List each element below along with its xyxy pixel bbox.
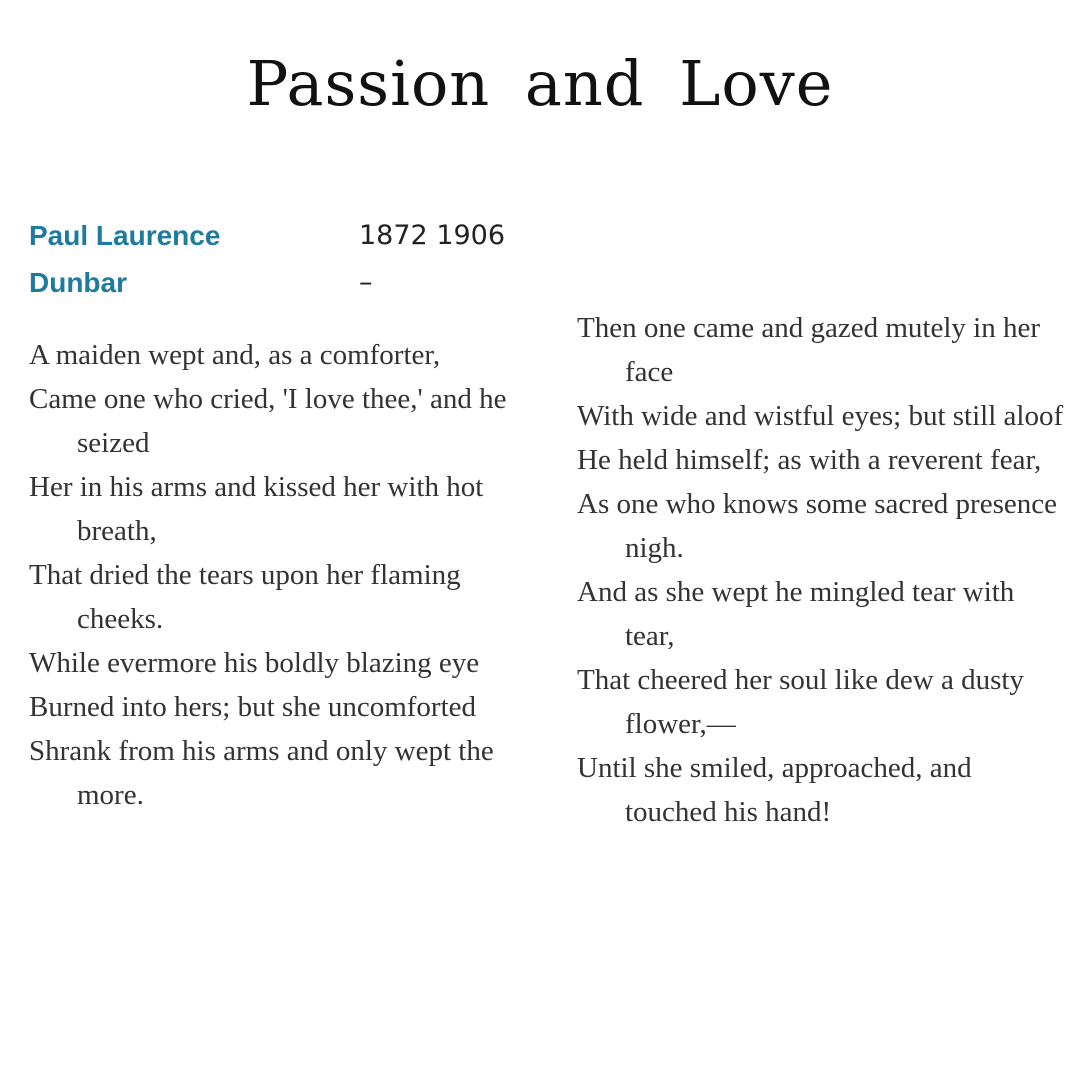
author-name[interactable]: Paul Laurence Dunbar: [29, 220, 221, 298]
poem-line: Then one came and gazed mutely in her face: [577, 312, 1040, 388]
poem-line: That cheered her soul like dew a dusty flower,—: [577, 664, 1024, 740]
poem-line: Burned into hers; but she uncomforted: [29, 691, 476, 723]
poem-line: Her in his arms and kissed her with hot breath,: [29, 471, 484, 547]
date-separator: –: [359, 267, 373, 298]
stanza-right: [577, 306, 1067, 834]
poem-line: Until she smiled, approached, and touched his hand!: [577, 752, 972, 828]
poem-line: And as she wept he mingled tear with tear,: [577, 576, 1015, 652]
poem-line: That dried the tears upon her flaming cheeks.: [29, 559, 461, 635]
poem-line: A maiden wept and, as a comforter,: [29, 339, 441, 371]
stanza-left: [29, 333, 529, 817]
poem-line: While evermore his boldly blazing eye: [29, 647, 480, 679]
poem-title: Passion and Love: [246, 47, 834, 120]
poem-line: He held himself; as with a reverent fear,: [577, 444, 1042, 476]
birth-year: 1872: [359, 220, 428, 251]
poem-line: Shrank from his arms and only wept the more.: [29, 735, 494, 811]
poem-line: With wide and wistful eyes; but still aloof: [577, 400, 1064, 432]
author-dates: [359, 212, 559, 306]
poem-line: Came one who cried, 'I love thee,' and he seized: [29, 383, 507, 459]
poem-line: As one who knows some sacred presence nigh.: [577, 488, 1057, 564]
death-year: 1906: [436, 220, 506, 251]
